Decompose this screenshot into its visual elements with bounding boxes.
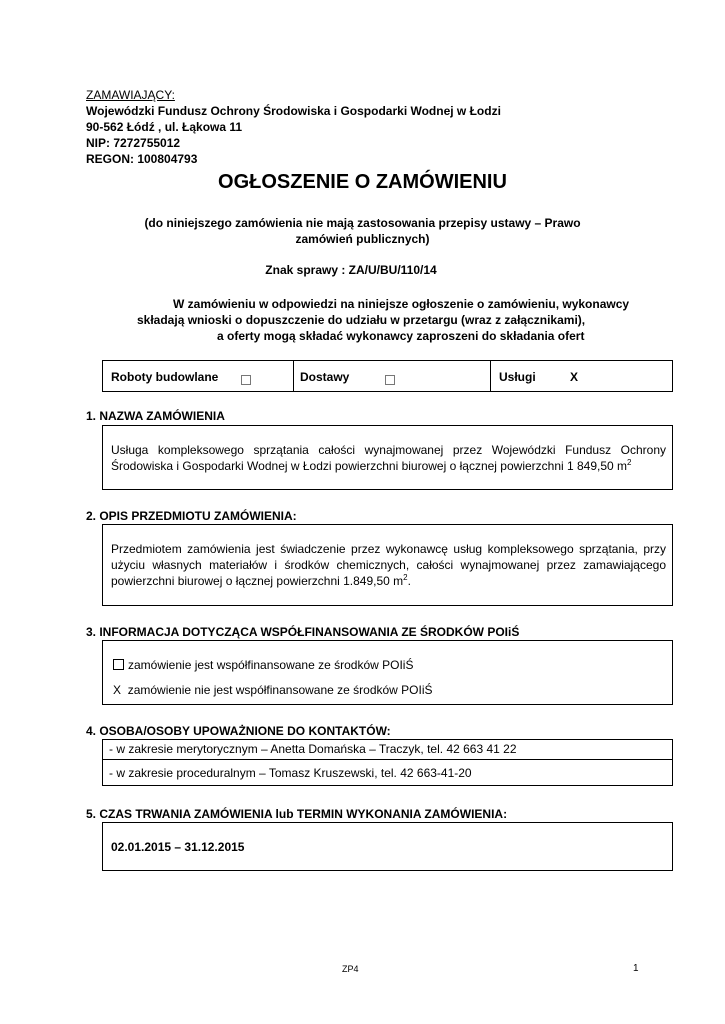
case-number: Znak sprawy : ZA/U/BU/110/14 bbox=[265, 263, 437, 277]
section-3-heading: 3. INFORMACJA DOTYCZĄCA WSPÓŁFINANSOWANIA ZE ŚRODKÓW POIiŚ bbox=[86, 625, 520, 639]
order-type-divider-2 bbox=[490, 361, 491, 391]
order-type-table bbox=[102, 360, 673, 392]
section-2-line-3: powierzchni biurowej o łącznej powierzchni 1.849,50 $m^2$. bbox=[111, 573, 411, 588]
section-2-heading: 2. OPIS PRZEDMIOTU ZAMÓWIENIA: bbox=[86, 509, 297, 523]
section-2-line-1: Przedmiotem zamówienia jest świadczenie przez wykonawcę usług kompleksowego sprzątania, przy bbox=[111, 542, 666, 556]
section-4-heading: 4. OSOBA/OSOBY UPOWAŻNIONE DO KONTAKTÓW: bbox=[86, 724, 391, 738]
contracting-authority-regon: REGON: 100804793 bbox=[86, 152, 198, 166]
intro-line-1: W zamówieniu w odpowiedzi na niniejsze ogłoszenie o zamówieniu, wykonawcy bbox=[173, 297, 630, 311]
section-2-box bbox=[102, 524, 673, 606]
contract-dates: 02.01.2015 – 31.12.2015 bbox=[111, 840, 245, 854]
contact-substantive: - w zakresie merytorycznym – Anetta Domańska – Traczyk, tel. 42 663 41 22 bbox=[109, 742, 517, 756]
contracting-authority-label: ZAMAWIAJĄCY: bbox=[86, 88, 175, 102]
section-1-line-1: Usługa kompleksowego sprzątania całości wynajmowanej przez Wojewódzki Fundusz Ochrony bbox=[111, 443, 666, 457]
contracting-authority-nip: NIP: 7272755012 bbox=[86, 136, 181, 150]
intro-line-3: a oferty mogą składać wykonawcy zaproszeni do składania ofert bbox=[217, 329, 585, 343]
order-type-services-mark: X bbox=[570, 370, 579, 384]
order-type-supplies-label: Dostawy bbox=[300, 370, 350, 384]
subtitle-line-2: zamówień publicznych) bbox=[295, 232, 430, 246]
page-number: 1 bbox=[633, 963, 639, 974]
cofinancing-no-mark: X bbox=[113, 683, 122, 697]
order-type-works-label: Roboty budowlane bbox=[111, 370, 219, 384]
section-1-heading: 1. NAZWA ZAMÓWIENIA bbox=[86, 409, 225, 423]
cofinancing-yes-checkbox bbox=[113, 659, 124, 670]
footer-code: ZP4 bbox=[342, 964, 359, 974]
contact-procedural: - w zakresie proceduralnym – Tomasz Kruszewski, tel. 42 663-41-20 bbox=[109, 766, 472, 780]
cofinancing-option-no: X zamówienie nie jest współfinansowane ze środków POIiŚ bbox=[113, 683, 433, 697]
document-title: OGŁOSZENIE O ZAMÓWIENIU bbox=[218, 171, 507, 193]
order-type-services-label: Usługi bbox=[499, 370, 536, 384]
section-1-box bbox=[102, 425, 673, 490]
section-2-line-2: użyciu własnych materiałów i środków chemicznych, całości wynajmowanej przez zamawiającego bbox=[111, 558, 666, 572]
order-type-supplies-checkbox bbox=[385, 371, 395, 389]
section-5-heading: 5. CZAS TRWANIA ZAMÓWIENIA lub TERMIN WYKONANIA ZAMÓWIENIA: bbox=[86, 807, 508, 821]
section-3-box bbox=[102, 640, 673, 705]
subtitle-line-1: (do niniejszego zamówienia nie mają zastosowania przepisy ustawy – Prawo bbox=[144, 216, 581, 230]
order-type-works-checkbox bbox=[241, 371, 251, 389]
section-5-box bbox=[102, 822, 673, 871]
intro-line-2: składają wnioski o dopuszczenie do udziału w przetargu (wraz z załącznikami), bbox=[137, 313, 586, 327]
section-4-row-divider bbox=[103, 759, 672, 760]
cofinancing-option-yes: zamówienie jest współfinansowane ze środków POIiŚ bbox=[113, 657, 413, 673]
contracting-authority-address: 90-562 Łódź , ul. Łąkowa 11 bbox=[86, 120, 243, 134]
order-type-divider-1 bbox=[293, 361, 294, 391]
section-1-line-2: Środowiska i Gospodarki Wodnej w Łodzi powierzchni biurowej o łącznej powierzchni 1 849,50 $m^2$ bbox=[111, 458, 632, 473]
section-4-box bbox=[102, 739, 673, 786]
contracting-authority-name: Wojewódzki Fundusz Ochrony Środowiska i Gospodarki Wodnej w Łodzi bbox=[86, 104, 501, 118]
